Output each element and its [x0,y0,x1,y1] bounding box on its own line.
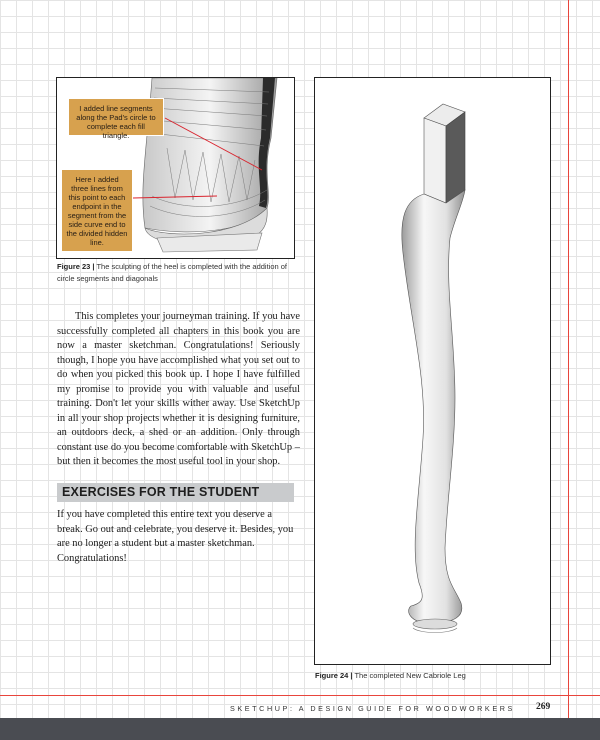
section-heading: EXERCISES FOR THE STUDENT [57,483,294,502]
trim-line-right [568,0,569,740]
cabriole-leg-illustration [315,78,550,664]
figure-23-label: Figure 23 | [57,262,95,271]
callout-line-segments: I added line segments along the Pad's circle to complete each fill triangle. [68,98,164,136]
bottom-band [0,718,600,740]
figure-24-image [314,77,551,665]
figure-23-caption-text: The sculpting of the heel is completed with the addition of circle segments and diagonals [57,262,288,283]
figure-24-label: Figure 24 | [315,671,353,680]
exercise-paragraph: If you have completed this entire text you deserve a break. Go out and celebrate, you deserve it. Besides, you are no longer a student but a master sketchman. Congratulations! [57,509,294,564]
callout-three-lines: Here I added three lines from this point to each endpoint in the segment from the side curve end to the divided hidden line. [61,169,133,252]
figure-24-caption-text: The completed New Cabriole Leg [352,671,466,680]
figure-24-caption [315,670,555,682]
body-paragraph: This completes your journeyman training. If you have successfully completed all chapters in this book you are now a master sketchman. Congratulations! Seriously though, I hope you have accomplished what you set out to do when you picked this book up. I hope I have fulfilled my promise to provide you with valuable and useful training. Don't let your skills wither away. Use SketchUp in all your shop projects whether it is designing furniture, an outdoors deck, a shed or an addition. Only through constant use do you become comfortable with SketchUp – but then it becomes the most useful tool in your shop. [57,311,300,468]
figure-23-caption [57,261,297,285]
page-number: 269 [536,702,551,712]
running-title: SKETCHUP: A DESIGN GUIDE FOR WOODWORKERS [230,704,515,713]
trim-line-bottom [0,695,600,696]
figure-23-image [56,77,295,259]
